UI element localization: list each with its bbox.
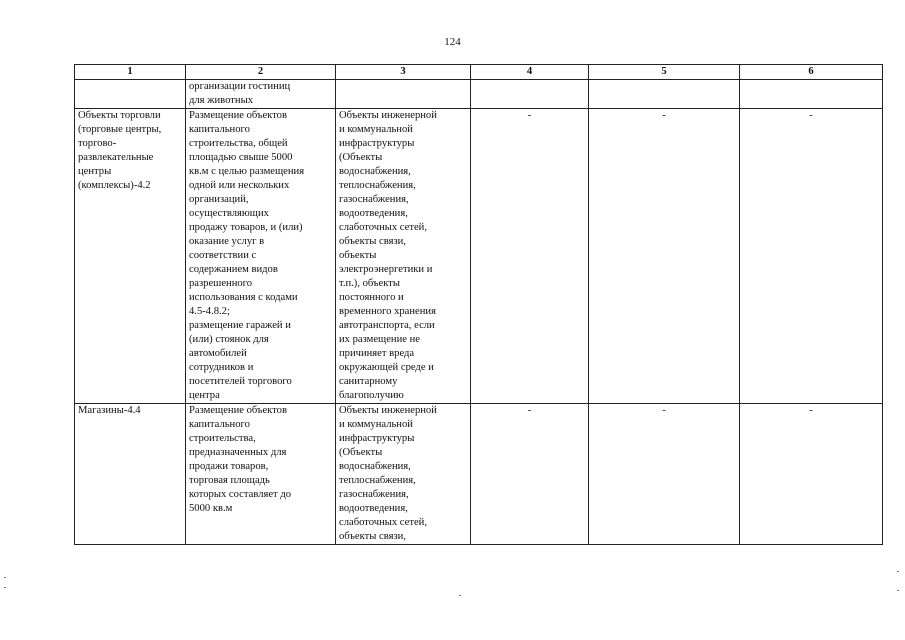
scan-speck (459, 595, 461, 596)
table-cell-auxiliary-uses: Объекты инженерной и коммунальной инфраструктуры (Объекты водоснабжения, теплоснабжения, газоснабжения, водоотведения, слаботочных сетей, объекты связи, (336, 404, 471, 545)
table-cell-col5 (589, 80, 740, 109)
table-row (75, 109, 883, 404)
table-header-row (75, 65, 883, 80)
table-cell-col5: - (589, 109, 740, 404)
table-cell-use-type: Магазины-4.4 (75, 404, 186, 545)
table-cell-col6 (740, 80, 883, 109)
table-cell-col6: - (740, 109, 883, 404)
page-number: 124 (444, 36, 461, 48)
column-header-2: 2 (186, 65, 336, 80)
column-header-6: 6 (740, 65, 883, 80)
table-cell-auxiliary-uses (336, 80, 471, 109)
table-cell-use-type (75, 80, 186, 109)
table-cell-col4 (471, 80, 589, 109)
scan-speck (4, 577, 6, 578)
scan-speck (4, 587, 6, 588)
table-cell-col4: - (471, 404, 589, 545)
table-cell-description: Размещение объектов капитального строительства, общей площадью свыше 5000 кв.м с целью размещения одной или нескольких организаций, осуществляющих продажу товаров, и (или) оказание услуг в соответствии с содержанием видов разрешенного использования с кодами 4.5-4.8.2; размещение гаражей и (или) стоянок для автомобилей сотрудников и посетителей торгового центра (186, 109, 336, 404)
column-header-5: 5 (589, 65, 740, 80)
column-header-3: 3 (336, 65, 471, 80)
table-cell-description: Размещение объектов капитального строительства, предназначенных для продажи товаров, торговая площадь которых составляет до 5000 кв.м (186, 404, 336, 545)
scan-speck (897, 590, 899, 591)
regulations-table (74, 64, 883, 545)
table-cell-col6: - (740, 404, 883, 545)
table-row (75, 404, 883, 545)
table-cell-auxiliary-uses: Объекты инженерной и коммунальной инфраструктуры (Объекты водоснабжения, теплоснабжения, газоснабжения, водоотведения, слаботочных сетей, объекты связи, объекты электроэнергетики и т.п.), объекты постоянного и временного хранения автотранспорта, если их размещение не причиняет вреда окружающей среде и санитарному благополучию (336, 109, 471, 404)
column-header-4: 4 (471, 65, 589, 80)
table-cell-col5: - (589, 404, 740, 545)
table-cell-description: организации гостиниц для животных (186, 80, 336, 109)
column-header-1: 1 (75, 65, 186, 80)
scan-speck (897, 571, 899, 572)
table-cell-use-type: Объекты торговли (торговые центры, торгово- развлекательные центры (комплексы)-4.2 (75, 109, 186, 404)
table-row (75, 80, 883, 109)
table-cell-col4: - (471, 109, 589, 404)
